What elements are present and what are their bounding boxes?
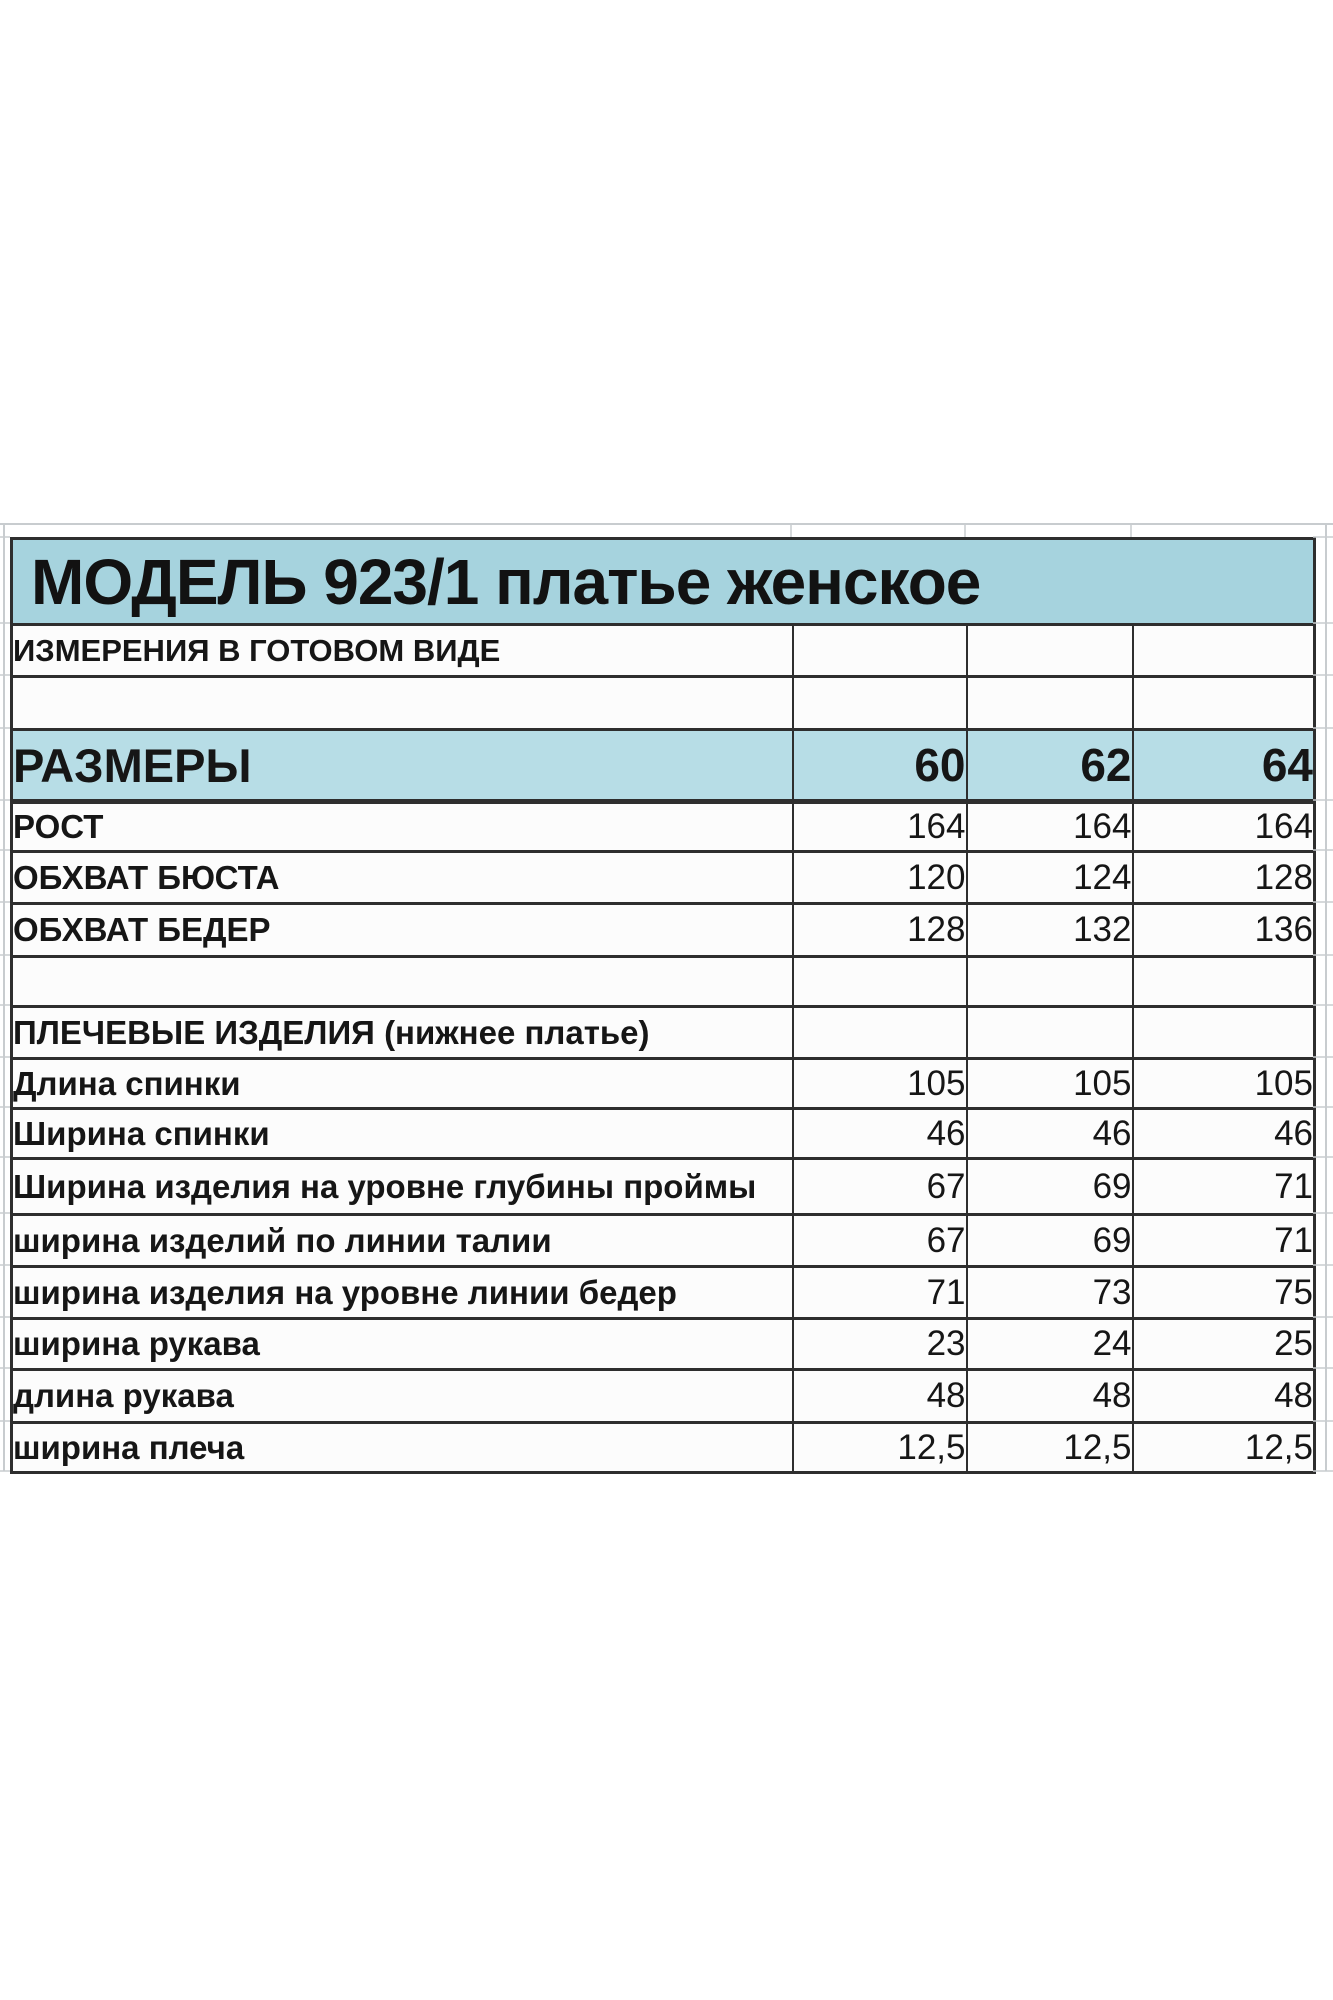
gridline-vertical-left (3, 523, 5, 1471)
value-cell: 46 (1133, 1109, 1315, 1159)
gridline-stub (0, 901, 10, 903)
value-cell: 71 (793, 1267, 967, 1319)
size-chart-table (10, 537, 1316, 1474)
gridline-stub (1313, 1420, 1333, 1422)
gridline-stub (1313, 727, 1333, 729)
value-cell: 164 (967, 802, 1133, 852)
value-cell: 105 (793, 1059, 967, 1109)
empty-cell (793, 625, 967, 677)
gridline-stub (1313, 1004, 1333, 1006)
gridline-stub (0, 674, 10, 676)
table-row-blank (12, 957, 1315, 1007)
value-cell: 128 (1133, 852, 1315, 904)
gridline-stub (0, 1316, 10, 1318)
gridline-stub (1313, 622, 1333, 624)
row-label-cell: длина рукава (12, 1370, 793, 1423)
gridline-stub (0, 799, 10, 801)
value-cell: 136 (1133, 904, 1315, 957)
row-label-cell: ширина плеча (12, 1423, 793, 1473)
gridline-stub (1313, 954, 1333, 956)
table-row (12, 1059, 1315, 1109)
value-cell: 128 (793, 904, 967, 957)
value-cell: 12,5 (793, 1423, 967, 1473)
gridline-stub (1313, 1056, 1333, 1058)
value-cell: 48 (967, 1370, 1133, 1423)
gridline-stub (0, 1004, 10, 1006)
empty-cell (12, 677, 793, 730)
row-label-cell: ширина рукава (12, 1319, 793, 1370)
value-cell: 75 (1133, 1267, 1315, 1319)
value-cell: 164 (793, 802, 967, 852)
value-cell: 71 (1133, 1159, 1315, 1215)
empty-cell (793, 1007, 967, 1059)
value-cell: 132 (967, 904, 1133, 957)
empty-cell (967, 677, 1133, 730)
value-cell: 69 (967, 1215, 1133, 1267)
value-cell: 48 (793, 1370, 967, 1423)
table-row (12, 852, 1315, 904)
gridline-stub (1313, 674, 1333, 676)
value-cell: 23 (793, 1319, 967, 1370)
empty-cell (1133, 677, 1315, 730)
gridline-stub (1313, 1106, 1333, 1108)
row-label-cell: ширина изделий по линии талии (12, 1215, 793, 1267)
value-cell: 12,5 (967, 1423, 1133, 1473)
row-label-cell: ширина изделия на уровне линии бедер (12, 1267, 793, 1319)
sizes-header-label: РАЗМЕРЫ (12, 730, 793, 802)
gridline-stub (1313, 536, 1333, 538)
value-cell: 71 (1133, 1215, 1315, 1267)
value-cell: 48 (1133, 1370, 1315, 1423)
gridline-stub (1313, 1156, 1333, 1158)
table-row-subtitle (12, 625, 1315, 677)
gridline-stub (0, 622, 10, 624)
value-cell: 69 (967, 1159, 1133, 1215)
row-label-cell: Ширина спинки (12, 1109, 793, 1159)
table-row (12, 802, 1315, 852)
gridline-stub (0, 1106, 10, 1108)
gridline-stub (0, 1264, 10, 1266)
row-label-cell: ПЛЕЧЕВЫЕ ИЗДЕЛИЯ (нижнее платье) (12, 1007, 793, 1059)
gridline-stub (0, 1156, 10, 1158)
row-label-cell: Ширина изделия на уровне глубины проймы (12, 1159, 793, 1215)
value-cell: 124 (967, 852, 1133, 904)
table-row (12, 904, 1315, 957)
gridline-stub (1313, 849, 1333, 851)
gridline-stub (0, 1056, 10, 1058)
value-cell: 67 (793, 1159, 967, 1215)
gridline-stub (1313, 799, 1333, 801)
row-label-cell: РОСТ (12, 802, 793, 852)
table-row (12, 1159, 1315, 1215)
value-cell: 12,5 (1133, 1423, 1315, 1473)
empty-cell (1133, 1007, 1315, 1059)
gridline-stub (0, 1367, 10, 1369)
gridline-stub (1313, 1264, 1333, 1266)
gridline-stub (0, 727, 10, 729)
value-cell: 73 (967, 1267, 1133, 1319)
gridline-stub (0, 954, 10, 956)
empty-cell (967, 1007, 1133, 1059)
model-title: МОДЕЛЬ 923/1 платье женское (12, 539, 1315, 625)
gridline-stub (1313, 1367, 1333, 1369)
table-row (12, 1007, 1315, 1059)
gridline-stub (0, 1212, 10, 1214)
row-label-cell: Длина спинки (12, 1059, 793, 1109)
empty-cell (1133, 957, 1315, 1007)
value-cell: 67 (793, 1215, 967, 1267)
value-cell: 105 (967, 1059, 1133, 1109)
value-cell: 105 (1133, 1059, 1315, 1109)
table-row-title (12, 539, 1315, 625)
gridline-stub (1313, 1470, 1333, 1472)
empty-cell (12, 957, 793, 1007)
empty-cell (793, 677, 967, 730)
gridline-horizontal-top (0, 523, 1333, 525)
gridline-stub (0, 536, 10, 538)
table-row (12, 1109, 1315, 1159)
gridline-stub (0, 849, 10, 851)
empty-cell (1133, 625, 1315, 677)
empty-cell (967, 957, 1133, 1007)
gridline-stub-vertical (790, 523, 792, 537)
table-row (12, 1319, 1315, 1370)
size-column-header: 62 (967, 730, 1133, 802)
row-label-cell: ОБХВАТ БЕДЕР (12, 904, 793, 957)
value-cell: 46 (967, 1109, 1133, 1159)
value-cell: 46 (793, 1109, 967, 1159)
subtitle-cell: ИЗМЕРЕНИЯ В ГОТОВОМ ВИДЕ (12, 625, 793, 677)
table-row-sizes-header (12, 730, 1315, 802)
value-cell: 164 (1133, 802, 1315, 852)
table-row-blank (12, 677, 1315, 730)
gridline-stub (1313, 1316, 1333, 1318)
table-row (12, 1267, 1315, 1319)
table-row (12, 1370, 1315, 1423)
value-cell: 24 (967, 1319, 1133, 1370)
gridline-stub (0, 1470, 10, 1472)
empty-cell (967, 625, 1133, 677)
table-row (12, 1423, 1315, 1473)
gridline-stub-vertical (1130, 523, 1132, 537)
gridline-stub (1313, 1212, 1333, 1214)
empty-cell (793, 957, 967, 1007)
size-column-header: 60 (793, 730, 967, 802)
row-label-cell: ОБХВАТ БЮСТА (12, 852, 793, 904)
gridline-stub (0, 1420, 10, 1422)
size-column-header: 64 (1133, 730, 1315, 802)
gridline-vertical-right (1325, 523, 1327, 1471)
value-cell: 25 (1133, 1319, 1315, 1370)
table-row (12, 1215, 1315, 1267)
gridline-stub (1313, 901, 1333, 903)
value-cell: 120 (793, 852, 967, 904)
gridline-stub-vertical (964, 523, 966, 537)
